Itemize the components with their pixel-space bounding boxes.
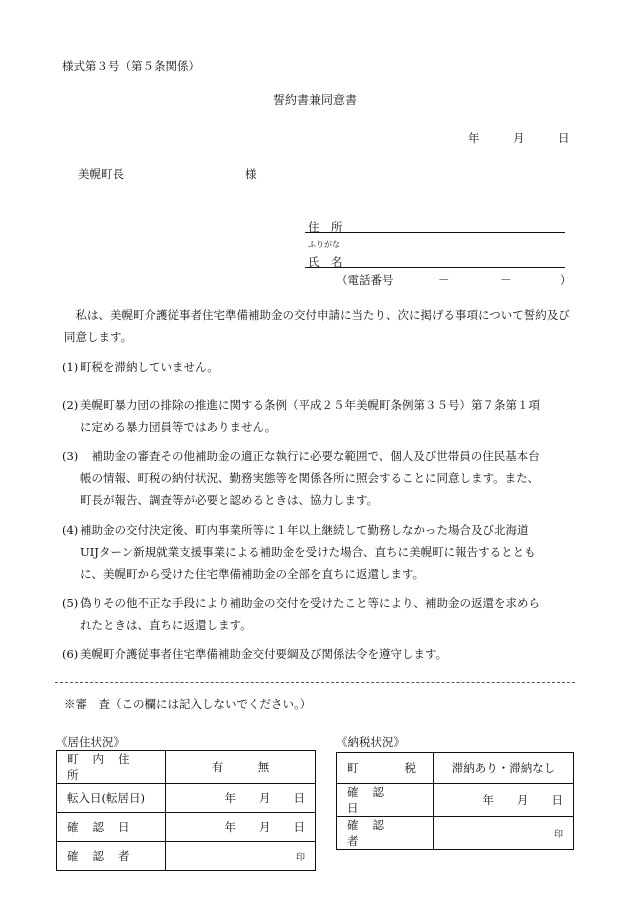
tax-label: 確認者	[337, 817, 434, 850]
name-label: 氏 名	[308, 255, 343, 269]
item-line: に定める暴力団員等ではありません。	[80, 420, 277, 434]
item-line: 美幌町介護従事者住宅準備補助金交付要綱及び関係法令を遵守します。	[80, 647, 448, 661]
review-note: ※審 査（この欄には記入しないでください。）	[64, 697, 312, 711]
table-row	[57, 842, 316, 871]
form-number: 様式第３号（第５条関係）	[62, 59, 200, 73]
tax-label: 確認日	[337, 784, 434, 817]
item-line: 補助金の審査その他補助金の適正な執行に必要な範囲で、個人及び世帯員の住民基本台	[80, 449, 540, 463]
item-number: (1)	[62, 360, 79, 374]
tax-title: 《納税状況》	[336, 735, 405, 749]
item-number: (3)	[62, 449, 79, 463]
cut-line-divider	[55, 682, 575, 683]
item-number: (2)	[62, 398, 79, 412]
furigana-label: ふりがな	[308, 240, 340, 249]
intro-paragraph: 私は、美幌町介護従事者住宅準備補助金の交付申請に当たり、次に掲げる事項について誓約及び同意します。	[64, 308, 570, 344]
tax-label: 町 税	[337, 753, 434, 784]
list-item	[62, 643, 582, 665]
date-day: 日	[558, 131, 570, 145]
addressee-name: 美幌町長	[78, 167, 124, 181]
list-item	[62, 394, 582, 438]
item-number: (6)	[62, 647, 79, 661]
address-line[interactable]	[305, 232, 565, 233]
item-line: 美幌町暴力団の排除の推進に関する条例（平成２５年美幌町条例第３５号）第７条第１項	[80, 398, 540, 412]
list-item	[62, 519, 582, 585]
residence-value[interactable]: 有 無	[166, 751, 316, 784]
residence-label: 町内住所	[57, 751, 166, 784]
item-line: 町長が報告、調査等が必要と認めるときは、協力します。	[80, 493, 379, 507]
item-line: 補助金の交付決定後、町内事業所等に１年以上継続して勤務しなかった場合及び北海道	[80, 523, 529, 537]
list-item	[62, 356, 582, 378]
phone-label: （電話番号	[336, 273, 394, 287]
document-title: 誓約書兼同意書	[272, 93, 357, 107]
item-line: に、美幌町から受けた住宅準備補助金の全部を直ちに返還します。	[80, 567, 425, 581]
seal-cell[interactable]: 印	[434, 817, 574, 850]
list-item	[62, 445, 582, 511]
table-row	[57, 751, 316, 784]
list-item	[62, 592, 582, 636]
residence-title: 《居住状況》	[56, 735, 125, 749]
tax-table	[336, 752, 574, 850]
name-line[interactable]	[305, 267, 565, 268]
item-line: 偽りその他不正な手段により補助金の交付を受けたこと等により、補助金の返還を求めら	[80, 596, 540, 610]
date-month: 月	[513, 131, 525, 145]
address-label: 住 所	[308, 220, 343, 234]
item-line: UIJターン新規就業支援事業による補助金を受けた場合、直ちに美幌町に報告するととも	[80, 545, 536, 559]
table-row	[337, 753, 574, 784]
item-number: (5)	[62, 596, 79, 610]
residence-label: 転入日(転居日)	[57, 784, 166, 813]
phone-close: ）	[560, 273, 572, 287]
item-number: (4)	[62, 523, 79, 537]
table-row	[337, 817, 574, 850]
item-line: れたときは、直ちに返還します。	[80, 618, 252, 632]
item-line: 町税を滞納していません。	[80, 360, 219, 374]
residence-label: 確認日	[57, 813, 166, 842]
tax-value[interactable]: 年 月 日	[434, 784, 574, 817]
phone-dash-1: －	[438, 273, 450, 287]
tax-value[interactable]: 滞納あり・滞納なし	[434, 753, 574, 784]
residence-label: 確認者	[57, 842, 166, 871]
table-row	[57, 813, 316, 842]
table-row	[57, 784, 316, 813]
date-year: 年	[468, 131, 480, 145]
table-row	[337, 784, 574, 817]
residence-value[interactable]: 年 月 日	[166, 784, 316, 813]
item-line: 帳の情報、町税の納付状況、勤務実態等を関係各所に照会することに同意します。また、	[80, 471, 540, 485]
phone-dash-2: －	[500, 273, 512, 287]
residence-value[interactable]: 年 月 日	[166, 813, 316, 842]
addressee-honorific: 様	[245, 167, 257, 181]
residence-table	[56, 750, 316, 871]
seal-cell[interactable]: 印	[166, 842, 316, 871]
